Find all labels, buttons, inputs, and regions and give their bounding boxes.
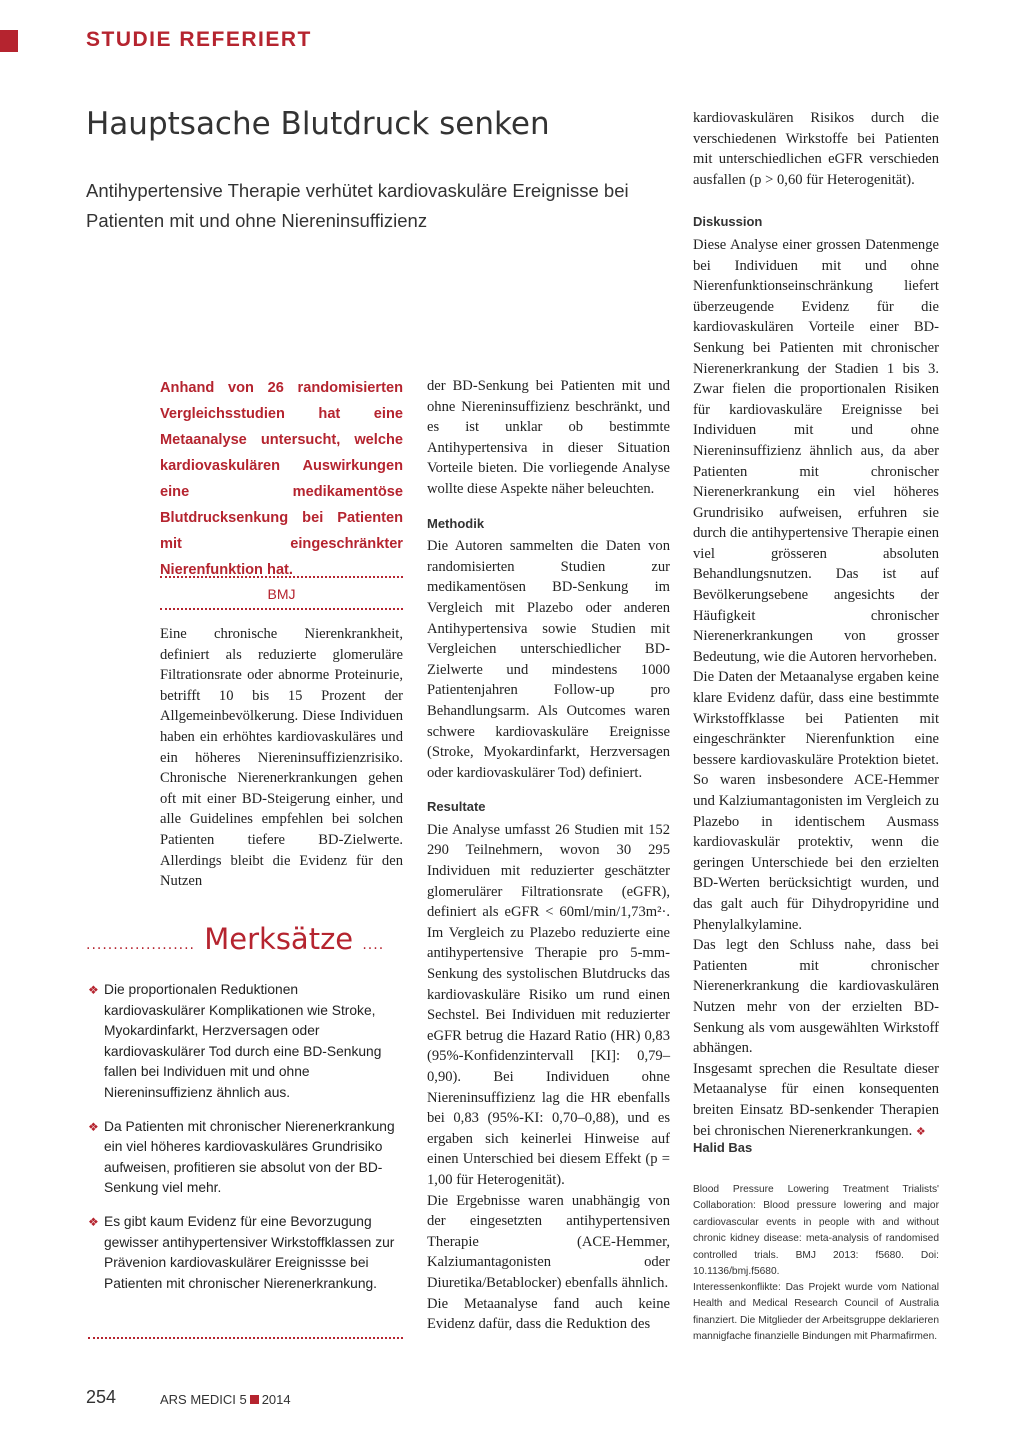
methodik-heading: Methodik	[427, 515, 485, 531]
heading-dots-left: ....................	[86, 937, 196, 953]
resultate-heading: Resultate	[427, 799, 486, 815]
section-label: STUDIE REFERIERT	[86, 28, 312, 51]
square-icon	[250, 1395, 259, 1404]
end-mark-icon: ❖	[915, 1125, 926, 1138]
section-marker	[0, 30, 18, 52]
resultate-paragraph-1: Die Analyse umfasst 26 Studien mit 152 290 Teilnehmern, wovon 30 295 Individuen mit reduzierter geschätzter glomerulärer Filtrationsrate (eGFR), definiert als eGFR < 60ml/min/1,73m²·. Im Vergleich zu Plazebo reduzierte eine antihypertensive Therapie pro 5-mm-Senkung des systolischen Blutdrucks das kardiovaskuläre Risiko um rund einen Sechstel. Bei Individuen mit reduzierter eGFR betrug die Hazard Ratio (HR) 0,83 (95%-Konfidenzintervall [KI]: 0,79–0,90). Bei Individuen ohne Niereninsuffizienz lag die HR ebenfalls bei 0,83 (95%-KI: 0,70–0,88), und es ergaben sich keinerlei Hinweise auf einen Unterschied bei diesem Effekt (p = 1,00 für Heterogenität).	[427, 821, 670, 1188]
article-title: Hauptsache Blutdruck senken	[86, 106, 550, 142]
conflicts-of-interest: Interessenkonflikte: Das Projekt wurde vom National Health and Medical Research Council of Australia finanziert. Die Mitglieder der Arbeitsgruppe deklarieren mannigfache finanzielle Bindungen mit Pharmafirmen.	[693, 1282, 939, 1343]
col2-intro: der BD-Senkung bei Patienten mit und ohne Niereninsuffizienz beschränkt, und es ist unklar ob bestimmte Antihypertensiva in dieser Situation Vorteile bieten. Die vorliegende Analyse wollte diese Aspekte näher beleuchten.	[427, 378, 670, 497]
journal-footer	[160, 1392, 291, 1407]
bullet-icon: ❖	[88, 1119, 99, 1134]
list-item	[88, 1212, 400, 1294]
article-lead: Anhand von 26 randomisierten Vergleichsstudien hat eine Metaanalyse untersucht, welche kardiovaskulären Auswirkungen eine medikamentöse Blutdrucksenkung bei Patienten mit eingeschränkter Nierenfunktion hat.	[160, 380, 403, 578]
diskussion-paragraph-2: Die Daten der Metaanalyse ergaben keine klare Evidenz dafür, dass eine bestimmte Wirkstoffklasse bei Patienten mit eingeschränkter Nierenfunktion eine bessere kardiovaskuläre Protektion bietet. So waren insbesondere ACE-Hemmer und Kalziumantagonisten im Vergleich zu Plazebo in identischem Ausmass kardiovaskulär protektiv, wenn die geringen Unterschiede bei den erzielten BD-Werten berücksichtigt wurden, und das galt auch für Dihydropyridine und Phenylalkylamine.	[693, 669, 939, 933]
merksaetze-list	[88, 980, 400, 1307]
journal-year: 2014	[261, 1392, 291, 1407]
list-item	[88, 980, 400, 1104]
methodik-text: Die Autoren sammelten die Daten von randomisierten Studien zur medikamentösen BD-Senkung im Vergleich mit Plazebo oder anderen Antihypertensiva sowie Studien mit Vergleichen unterschiedlicher BD-Zielwerte und mindestens 1000 Patientenjahren Follow-up pro Behandlungsarm. Als Outcomes waren schwere kardiovaskuläre Ereignisse (Stroke, Myokardinfarkt, Herzversagen oder kardiovaskulärer Tod) definiert.	[427, 538, 670, 781]
divider-bottom	[160, 608, 403, 610]
point-text: Die proportionalen Reduktionen kardiovaskulärer Komplikationen wie Stroke, Myokardinfarkt, Herzversagen oder kardiovaskulärer Tod durch eine BD-Senkung fallen bei Individuen mit und ohne Niereninsuffizienz ähnlich aus.	[104, 982, 382, 1100]
point-text: Da Patienten mit chronischer Nierenerkrankung ein viel höheres kardiovaskuläres Grundrisiko aufweisen, profitieren sie absolut von der BD-Senkung viel mehr.	[104, 1118, 395, 1196]
merksaetze-heading	[86, 922, 404, 956]
divider-top	[160, 576, 403, 578]
resultate-paragraph-3: Die Metaanalyse fand auch keine Evidenz dafür, dass die Reduktion des	[427, 1295, 670, 1333]
bullet-icon: ❖	[88, 1214, 99, 1229]
journal-name: ARS MEDICI 5	[160, 1392, 247, 1407]
list-item	[88, 1117, 400, 1199]
merksaetze-title: Merksätze	[204, 922, 354, 956]
bullet-icon: ❖	[88, 983, 99, 997]
intro-paragraph: Eine chronische Nierenkrankheit, definiert als reduzierte glomeruläre Filtrationsrate oder abnorme Proteinurie, betrifft 10 bis 15 Prozent der Allgemeinbevölkerung. Diese Individuen haben ein erhöhtes kardiovaskuläres und ein höheres Niereninsuffizienzrisiko. Chronische Nierenerkrankungen gehen oft mit einer BD-Steigerung einher, und alle Guidelines empfehlen bei solchen Patienten tiefere BD-Zielwerte. Allerdings bleibt die Evidenz für den Nutzen	[160, 626, 403, 890]
column-3	[693, 108, 939, 1142]
diskussion-text-4: Insgesamt sprechen die Resultate dieser Metaanalyse für einen konsequenten breiten Einsatz BD-senkender Therapien bei chronischen Nierenerkrankungen.	[693, 1060, 939, 1139]
diskussion-paragraph-1: Diese Analyse einer grossen Datenmenge bei Individuen mit und ohne Nierenfunktionseinschränkung liefert überzeugende Evidenz für die kardiovaskulären Vorteile einer BD-Senkung bei Patienten mit chronischer Nierenerkrankung der Stadien 1 bis 3. Zwar fielen die proportionalen Risiken für kardiovaskuläre Ereignisse bei Individuen mit und ohne Niereninsuffizienz ähnlich aus, da aber Patienten mit chronischer Nierenerkrankung ein viel höheres Grundrisiko aufweisen, erfuhren sie durch die antihypertensive Therapie einen viel grösseren absoluten Behandlungsnutzen. Das ist auf Bevölkerungsebene angesichts der Häufigkeit chronischer Nierenerkrankungen von grosser Bedeutung, wie die Autoren hervorheben.	[693, 236, 939, 665]
col3-top: kardiovaskulären Risikos durch die verschiedenen Wirkstoffe bei Patienten mit unterschiedlichen eGFR verschieden ausfallen (p > 0,60 für Heterogenität).	[693, 110, 939, 188]
diskussion-heading: Diskussion	[693, 214, 763, 230]
author-name: Halid Bas	[693, 1140, 753, 1155]
page-number: 254	[86, 1387, 117, 1407]
heading-dots-right: ....	[362, 937, 385, 953]
article-subtitle: Antihypertensive Therapie verhütet kardiovaskuläre Ereignisse bei Patienten mit und ohne Niereninsuffizienz	[86, 180, 629, 231]
column-1	[160, 624, 403, 892]
merksaetze-divider	[88, 1337, 403, 1339]
source-tag: BMJ	[267, 586, 296, 602]
column-2	[427, 376, 670, 1335]
reference: Blood Pressure Lowering Treatment Trialists' Collaboration: Blood pressure lowering and major cardiovascular events in people with and without chronic kidney disease: meta-analysis of randomised controlled trials. BMJ 2013: f5680. Doi: 10.1136/bmj.f5680.	[693, 1184, 939, 1278]
diskussion-paragraph-3: Das legt den Schluss nahe, dass bei Patienten mit chronischer Nierenerkrankung die kardiovaskulären Nutzen mehr von der erzielten BD-Senkung als vom ausgewählten Wirkstoff abhängen.	[693, 937, 939, 1057]
resultate-paragraph-2: Die Ergebnisse waren unabhängig von der eingesetzten antihypertensiven Therapie (ACE-Hemmer, Kalziumantagonisten oder Diuretika/Betablocker) ebenfalls ähnlich.	[427, 1192, 670, 1291]
diskussion-paragraph-4	[693, 1059, 939, 1142]
point-text: Es gibt kaum Evidenz für eine Bevorzugung gewisser antihypertensiver Wirkstoffklassen zur Prävenion kardiovaskulärer Ereignissse bei Patienten mit chronischer Nierenerkrankung.	[104, 1213, 395, 1291]
